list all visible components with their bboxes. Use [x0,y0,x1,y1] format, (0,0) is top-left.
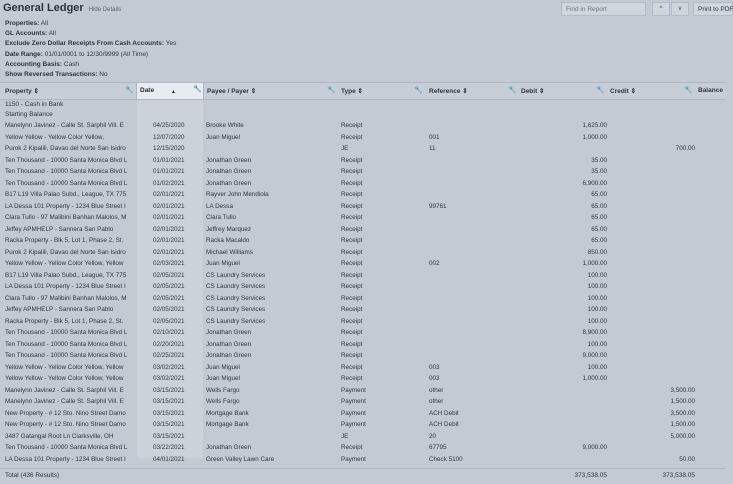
wrench-icon[interactable]: 🔧 [508,87,517,94]
row-property: LA Dessa 101 Property - 1234 Blue Street I [5,283,126,290]
chevron-up-icon: ^ [659,6,663,12]
wrench-icon[interactable]: 🔧 [596,87,605,94]
row-debit: 35.00 [591,156,607,164]
row-debit: 100.00 [587,294,607,302]
row-date: 03/15/2021 [153,409,185,417]
row-type: Payment [341,455,366,463]
row-date: 02/03/2021 [153,260,185,267]
row-debit: 8,900.00 [582,329,607,336]
row-type: Receipt [341,317,363,325]
table-total-row [0,468,725,484]
row-type: JE [341,145,349,152]
row-type: Receipt [341,294,363,302]
row-reference: ACH Debit [429,421,459,428]
sort-asc-icon: ▲ [171,89,176,95]
ledger-table [0,82,725,465]
row-property: Ten Thousand - 10000 Santa Monica Blvd L [5,444,128,451]
wrench-icon[interactable]: 🔧 [684,87,693,94]
column-header-date[interactable] [136,83,204,99]
row-date: 02/01/2021 [153,248,185,256]
row-payee: Jonathan Green [206,329,252,336]
column-header-reference[interactable]: Reference ⇕ [429,88,468,95]
table-row[interactable] [0,178,725,190]
row-property: Ten Thousand - 10000 Santa Monica Blvd L [5,168,128,175]
row-date: 02/01/2021 [153,237,185,244]
table-row[interactable] [0,270,725,282]
find-next-button[interactable] [671,2,689,16]
table-row[interactable] [0,385,725,397]
row-payee: Jonathan Green [206,156,252,164]
table-row[interactable] [0,408,725,420]
row-property: New Property - # 12 Sto. Nino Street Damo [5,409,126,417]
row-property: Clara Tullo - 97 Malibini Banhan Malolos, M [5,294,127,302]
row-reference: 003 [429,363,440,371]
row-payee: Wells Fargo [206,386,240,394]
column-header-debit[interactable]: Debit ⇕ [521,88,545,95]
row-property: Yellow Yellow - Yellow Color Yellow, Yellow [5,375,124,382]
row-payee: Jonathan Green [206,340,252,348]
table-row[interactable] [0,442,725,454]
row-credit: 5,000.00 [670,432,695,440]
row-type: Receipt [341,133,363,141]
row-type: Receipt [341,283,363,290]
row-credit: 3,500.00 [670,386,695,394]
row-payee: Juan Miguel [206,260,240,267]
table-row[interactable] [0,166,725,178]
table-row[interactable] [0,293,725,305]
find-in-report-input[interactable]: Find in Report [561,2,646,16]
table-row[interactable] [0,224,725,236]
row-property: Purok 2 Kipalili, Davao del Norte San Isidro [5,248,126,256]
row-property: Racka Property - Blk 5, Lot 1, Phase 2, St. [5,237,124,244]
row-date: 02/10/2021 [153,329,185,336]
row-payee: Mortgage Bank [206,409,249,417]
row-type: Receipt [341,214,363,221]
table-row[interactable] [0,373,725,385]
row-credit: 3,500.00 [670,409,695,417]
row-payee: Juan Miguel [206,363,240,371]
row-type: Receipt [341,179,363,187]
row-payee: Jonathan Green [206,179,252,187]
table-row[interactable] [0,212,725,224]
row-debit: 65.00 [591,225,607,233]
row-reference: other [429,386,444,394]
row-date: 02/05/2021 [153,271,185,279]
table-row[interactable] [0,396,725,408]
row-property: Ten Thousand - 10000 Santa Monica Blvd L [5,156,128,164]
row-payee: Juan Miguel [206,375,240,382]
find-previous-button[interactable] [652,2,670,16]
row-type: Receipt [341,363,363,371]
row-debit: 1,000.00 [582,375,607,382]
row-debit: 6,900.00 [582,179,607,187]
row-type: Receipt [341,306,363,313]
row-debit: 65.00 [591,202,607,210]
row-property: Ten Thousand - 10000 Santa Monica Blvd L [5,329,128,336]
row-payee: Jonathan Green [206,444,252,451]
row-payee: Jonathan Green [206,352,252,359]
row-property: LA Dessa 101 Property - 1234 Blue Street I [5,455,126,463]
row-property: Clara Tullo - 97 Malibini Banhan Malolos, M [5,214,127,221]
table-row[interactable] [0,235,725,247]
row-type: Receipt [341,225,363,233]
row-date: 12/15/2020 [153,145,185,152]
row-debit: 65.00 [591,191,607,198]
row-property: Manelynn Javinez - Calle St. Sarphil Vill. E [5,122,124,129]
row-reference: ACH Debit [429,409,459,417]
wrench-icon[interactable]: 🔧 [327,87,336,94]
row-reference: 11 [429,145,436,152]
report-header [0,0,733,18]
row-type: Receipt [341,122,363,129]
table-row[interactable] [0,189,725,201]
total-credit: 373,538.05 [662,472,695,479]
table-row[interactable] [0,316,725,328]
row-property: Ten Thousand - 10000 Santa Monica Blvd L [5,340,128,348]
hide-details-link[interactable]: Hide Details [88,7,122,13]
row-reference: 99761 [429,202,447,210]
table-row[interactable] [0,120,725,132]
row-debit: 100.00 [587,271,607,279]
row-type: Receipt [341,168,363,175]
table-row[interactable] [0,327,725,339]
row-type: Receipt [341,237,363,244]
row-date: 02/01/2021 [153,225,185,233]
row-reference: other [429,398,444,405]
row-date: 01/01/2021 [153,168,185,175]
row-date: 02/05/2021 [153,306,185,313]
row-date: 03/15/2021 [153,386,185,394]
row-type: Receipt [341,156,363,164]
row-property: Ten Thousand - 10000 Santa Monica Blvd L [5,352,128,359]
row-property: B17 L19 Villa Palao Subd., League, TX 775 [5,191,127,198]
report-filters [5,19,176,80]
row-credit: 1,500.00 [670,421,695,428]
column-header-date-label: Date [140,87,155,94]
row-date: 03/02/2021 [153,375,185,382]
table-header [0,82,725,100]
row-type: Payment [341,409,366,417]
account-group-label: 1150 - Cash in Bank [5,101,64,108]
row-type: Payment [341,421,366,428]
row-reference: 002 [429,260,440,267]
row-payee: Green Valley Lawn Care [206,455,275,463]
row-type: Receipt [341,329,363,336]
row-reference: 67795 [429,444,447,451]
row-property: 3487 Gatangal Root Ln Clarksville, OH [5,432,114,440]
row-type: Receipt [341,191,363,198]
table-row[interactable] [0,281,725,293]
row-payee: Michael Williams [206,248,253,256]
row-date: 04/25/2020 [153,122,185,129]
table-row[interactable] [0,247,725,259]
row-type: Receipt [341,271,363,279]
row-type: Payment [341,398,366,405]
row-reference: Check 5100 [429,455,463,463]
row-payee: CS Laundry Services [206,271,266,279]
row-date: 02/05/2021 [153,317,185,325]
table-row[interactable] [0,419,725,431]
row-date: 02/01/2021 [153,191,185,198]
report-title-text: General Ledger [3,2,84,14]
table-row[interactable] [0,304,725,316]
filter-properties: Properties: All [5,20,49,27]
row-date: 02/01/2021 [153,202,185,210]
row-payee: Jeffrey Marquez [206,225,252,233]
row-date: 01/01/2021 [153,156,185,164]
row-payee: Juan Miguel [206,133,240,141]
row-payee: Mortgage Bank [206,421,249,428]
filter-exclude-zero: Exclude Zero Dollar Receipts From Cash Accounts: Yes [5,40,177,48]
chevron-down-icon: v [678,6,682,12]
table-row[interactable] [0,350,725,362]
row-debit: 1,625.00 [582,122,607,129]
row-debit: 1,000.00 [582,133,607,141]
row-property: Manelynn Javinez - Calle St. Sarphil Vill. E [5,386,124,394]
row-type: Receipt [341,202,363,210]
row-property: Yellow Yellow - Yellow Color Yellow, Yellow [5,260,124,267]
row-type: Receipt [341,340,363,348]
row-debit: 100.00 [587,306,607,313]
row-reference: 20 [429,432,437,440]
row-debit: 850.00 [587,248,607,256]
row-debit: 65.00 [591,214,607,221]
row-payee: Racka Macaldo [206,237,250,244]
filter-show-reversed: Show Reversed Transactions: No [5,71,108,79]
row-payee: Jonathan Green [206,168,252,175]
row-property: Racka Property - Blk 5, Lot 1, Phase 2, St. [5,317,124,325]
table-row[interactable] [0,339,725,351]
filter-gl-accounts: GL Accounts: All [5,30,56,38]
row-payee: Wells Fargo [206,398,240,405]
row-debit: 9,000.00 [582,444,607,451]
row-type: Payment [341,386,366,394]
row-debit: 1,000.00 [582,260,607,267]
column-header-type[interactable]: Type ⇕ [341,88,363,95]
row-type: Receipt [341,444,363,451]
row-property: Yellow Yellow - Yellow Color Yellow, [5,133,104,141]
row-type: Receipt [341,248,363,256]
row-date: 03/15/2021 [153,398,185,405]
row-payee: CS Laundry Services [206,317,266,325]
row-debit: 100.00 [587,283,607,290]
row-date: 03/15/2021 [153,421,185,428]
row-date: 02/20/2021 [153,340,185,348]
table-row[interactable] [0,431,725,443]
row-type: Receipt [341,352,363,359]
row-debit: 65.00 [591,237,607,244]
row-date: 03/15/2021 [153,432,185,440]
row-payee: LA Dessa [206,202,233,210]
row-type: Receipt [341,260,363,267]
row-property: Ten Thousand - 10000 Santa Monica Blvd L [5,179,128,187]
row-date: 02/05/2021 [153,283,185,290]
row-date: 04/01/2021 [153,455,185,463]
row-date: 03/02/2021 [153,363,185,371]
row-date: 12/07/2020 [153,133,185,141]
report-title [3,2,121,14]
row-date: 01/02/2021 [153,179,185,187]
row-property: B17 L19 Villa Palao Subd., League, TX 775 [5,271,127,279]
filter-accounting-basis: Accounting Basis: Cash [5,60,80,68]
row-property: Purok 2 Kipalili, Davao del Norte San Isidro [5,145,126,152]
wrench-icon[interactable]: 🔧 [414,87,423,94]
row-payee: Clara Tullo [206,214,237,221]
wrench-icon[interactable]: 🔧 [125,87,134,94]
row-debit: 35.00 [591,168,607,175]
row-date: 02/25/2021 [153,352,185,359]
row-date: 02/05/2021 [153,294,185,302]
row-property: Jeffey APMHELP - Sannera San Pablo [5,225,114,233]
row-credit: 1,500.00 [670,398,695,405]
row-payee: CS Laundry Services [206,283,266,290]
row-property: New Property - # 12 Sto. Nino Street Damo [5,421,126,428]
row-date: 03/22/2021 [153,444,185,451]
row-credit: 700.00 [675,145,695,152]
table-row[interactable] [0,132,725,144]
table-row[interactable] [0,155,725,167]
column-header-property[interactable]: Property ⇕ [5,88,39,95]
row-property: LA Dessa 101 Property - 1234 Blue Street I [5,202,126,210]
print-to-pdf-button[interactable]: Print to PDF [693,2,733,16]
starting-balance-label: Starting Balance [5,111,53,118]
column-header-payee[interactable]: Payee / Payer ⇕ [207,88,257,95]
row-payee: Rayver John Mendiola [206,191,269,198]
row-property: Jeffey APMHELP - Sannera San Pablo [5,306,114,313]
column-header-balance[interactable]: Balance [698,87,723,94]
filter-date-range: Date Range: 01/01/0001 to 12/30/9999 (All Time) [5,50,149,58]
total-label: Total (436 Results) [5,472,60,479]
row-debit: 100.00 [587,340,607,348]
row-reference: 001 [429,133,440,141]
row-payee: CS Laundry Services [206,294,266,302]
table-row[interactable] [0,201,725,213]
row-type: JE [341,432,349,440]
row-reference: 003 [429,375,440,382]
table-row[interactable] [0,143,725,155]
row-date: 02/01/2021 [153,214,185,221]
table-row[interactable] [0,454,725,466]
row-debit: 100.00 [587,363,607,371]
table-row[interactable] [0,362,725,374]
row-payee: CS Laundry Services [206,306,266,313]
row-credit: 50.00 [679,455,695,463]
total-debit: 373,538.05 [574,472,607,479]
table-body [0,120,725,465]
row-payee: Brooke White [206,122,244,129]
column-header-credit[interactable]: Credit ⇕ [610,88,637,95]
row-property: Yellow Yellow - Yellow Color Yellow, Yellow [5,363,124,371]
row-property: Manelynn Javinez - Calle St. Sarphil Vill. E [5,398,124,405]
row-type: Receipt [341,375,363,382]
wrench-icon[interactable]: 🔧 [193,86,202,93]
row-debit: 9,000.00 [582,352,607,359]
table-row[interactable] [0,258,725,270]
row-debit: 100.00 [587,317,607,325]
